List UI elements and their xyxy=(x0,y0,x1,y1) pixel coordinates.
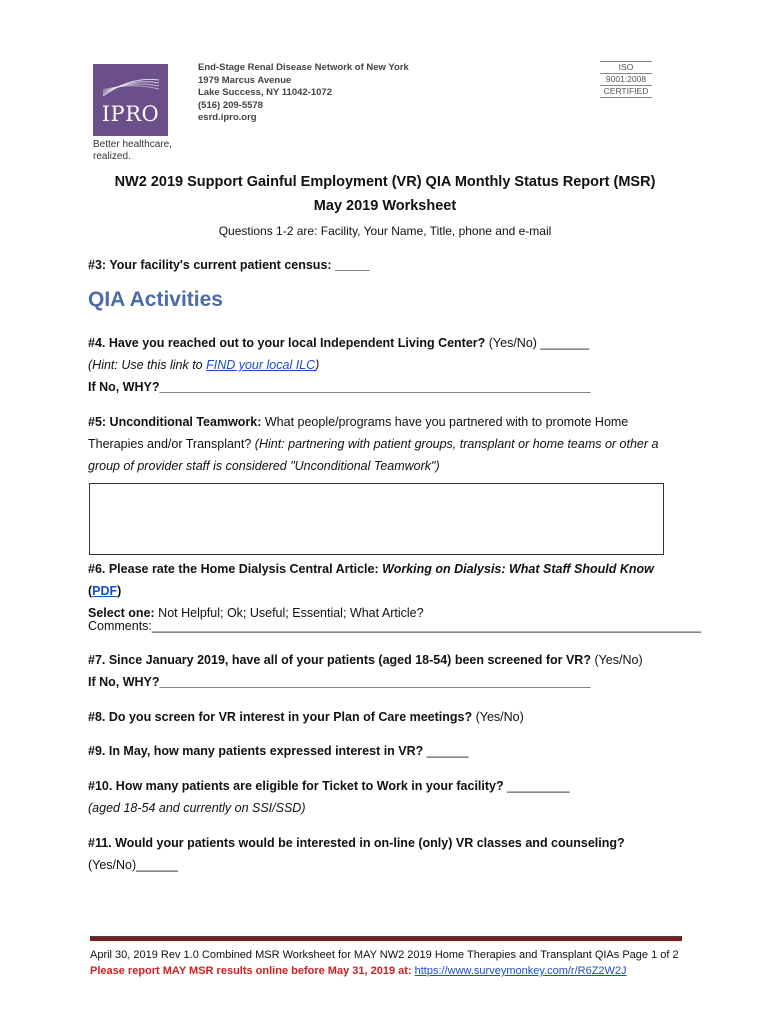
question-6-text: #6. Please rate the Home Dialysis Central Article: xyxy=(88,562,383,576)
question-9 xyxy=(88,740,688,762)
logo-swoosh-icon xyxy=(101,74,161,98)
iso-rule xyxy=(600,97,652,98)
question-8-text: #8. Do you screen for VR interest in your Plan of Care meetings? xyxy=(88,710,473,724)
select-one-label: Select one: xyxy=(88,606,155,620)
question-4-hint-end: ) xyxy=(315,358,320,372)
question-10 xyxy=(88,775,688,819)
find-ilc-link[interactable]: FIND your local ILC xyxy=(206,358,316,372)
question-4-hint: (Hint: Use this link to xyxy=(88,358,207,372)
question-7-answer[interactable]: (Yes/No) xyxy=(590,653,643,667)
question-11-answer[interactable]: (Yes/No)______ xyxy=(88,858,178,872)
footer-revision: April 30, 2019 Rev 1.0 Combined MSR Worksheet for MAY NW2 2019 Home Therapies and Transplant QIAs Page 1 of 2 xyxy=(90,949,679,961)
worksheet-title: May 2019 Worksheet xyxy=(313,198,457,214)
footer-divider xyxy=(90,936,682,941)
pdf-link[interactable]: PDF xyxy=(92,584,118,598)
question-7-text: #7. Since January 2019, have all of your patients (aged 18-54) been screened for VR? xyxy=(88,653,591,667)
org-phone: (516) 209-5578 xyxy=(198,99,263,111)
org-website: esrd.ipro.org xyxy=(198,112,257,123)
question-7-why[interactable]: If No, WHY?______________________________________________________________ xyxy=(88,675,591,689)
question-5-text: What people/programs have you partnered with to promote Home xyxy=(261,415,629,429)
question-9-text: #9. In May, how many patients expressed interest in VR? xyxy=(88,744,424,758)
report-title: NW2 2019 Support Gainful Employment (VR) QIA Monthly Status Report (MSR) xyxy=(114,174,656,190)
question-8-answer[interactable]: (Yes/No) xyxy=(472,710,524,724)
question-10-text: #10. How many patients are eligible for Ticket to Work in your facility? xyxy=(88,779,504,793)
rating-options[interactable]: Not Helpful; Ok; Useful; Essential; What Article? xyxy=(154,606,424,620)
teamwork-answer-box[interactable] xyxy=(89,483,664,555)
question-9-answer[interactable]: ______ xyxy=(423,744,469,758)
survey-link[interactable]: https://www.surveymonkey.com/r/R6Z2W2J xyxy=(414,965,627,977)
org-city: Lake Success, NY 11042-1072 xyxy=(198,87,332,98)
question-4-why[interactable]: If No, WHY?______________________________________________________________ xyxy=(88,380,591,394)
iso-certified: CERTIFIED xyxy=(603,86,649,96)
question-8 xyxy=(88,706,688,728)
questions-note: Questions 1-2 are: Facility, Your Name, Title, phone and e-mail xyxy=(218,224,552,238)
question-5 xyxy=(88,411,688,477)
question-11-text: #11. Would your patients would be interested in on-line (only) VR classes and counseling? xyxy=(88,836,625,850)
question-10-note: (aged 18-54 and currently on SSI/SSD) xyxy=(88,801,306,815)
question-3[interactable]: #3: Your facility's current patient census: _____ xyxy=(88,258,370,272)
org-street: 1979 Marcus Avenue xyxy=(198,74,292,86)
question-5-text-2: Therapies and/or Transplant? xyxy=(88,437,255,451)
paren-close: ) xyxy=(117,584,122,598)
question-10-answer[interactable]: _________ xyxy=(503,779,570,793)
iso-certification-badge xyxy=(598,61,654,98)
question-5-title: #5: Unconditional Teamwork: xyxy=(88,415,262,429)
comments-field[interactable]: Comments:_______________________________________________________________________________ xyxy=(88,619,702,633)
question-4-text: #4. Have you reached out to your local Independent Living Center? xyxy=(88,336,486,350)
iso-number: 9001:2008 xyxy=(605,74,647,84)
question-5-hint-2: group of provider staff is considered "Unconditional Teamwork") xyxy=(88,459,440,473)
org-name: End-Stage Renal Disease Network of New York xyxy=(198,62,409,73)
question-7 xyxy=(88,649,688,693)
report-deadline: Please report MAY MSR results online before May 31, 2019 at: xyxy=(90,965,415,977)
footer-report-note xyxy=(90,965,680,977)
question-4-answer[interactable]: (Yes/No) _______ xyxy=(485,336,590,350)
logo-tagline: Better healthcare, realized. xyxy=(93,139,172,162)
question-5-hint: (Hint: partnering with patient groups, transplant or home teams or other a xyxy=(254,437,659,451)
organization-address xyxy=(198,62,409,125)
question-4 xyxy=(88,332,688,398)
logo-text: IPRO xyxy=(101,102,160,126)
question-11 xyxy=(88,832,688,876)
ipro-logo xyxy=(93,64,168,136)
iso-label: ISO xyxy=(618,62,634,72)
section-heading: QIA Activities xyxy=(88,288,223,311)
paren-open: ( xyxy=(88,584,93,598)
article-title: Working on Dialysis: What Staff Should Know xyxy=(382,562,654,576)
